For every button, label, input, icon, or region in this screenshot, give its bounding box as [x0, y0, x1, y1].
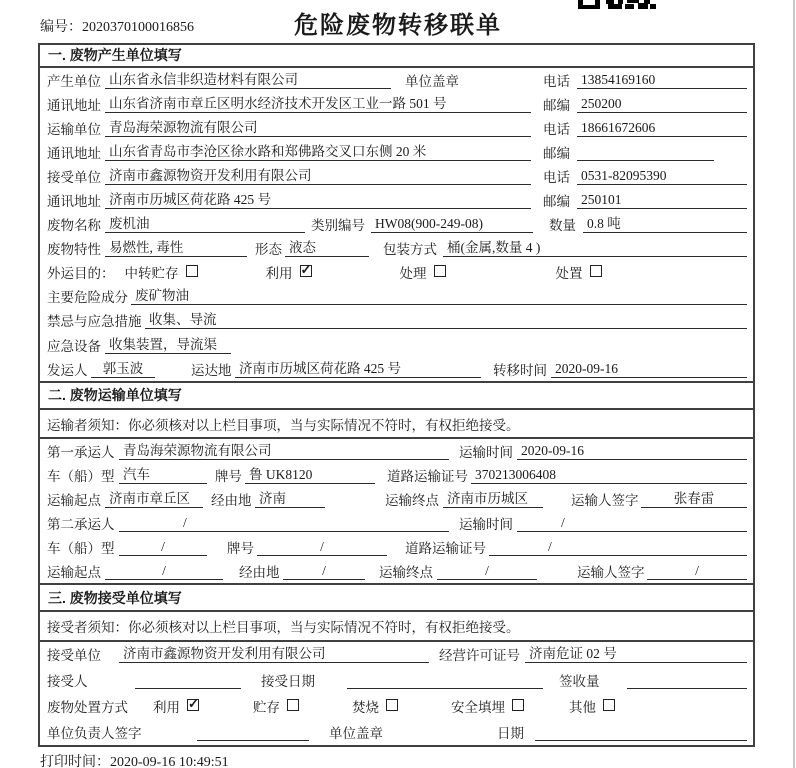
field-label: 签收量 [559, 674, 600, 690]
manifest-form-table [38, 43, 755, 747]
disposal-option-utilize [153, 696, 199, 716]
checkbox-checked-icon [300, 265, 312, 277]
received-quantity-value [627, 671, 747, 689]
route-end-value: 济南市历城区 [443, 490, 543, 508]
option-label: 安全填埋 [451, 700, 505, 716]
carrier-signature-value: 张春雷 [641, 490, 747, 508]
field-label: 经由地 [211, 493, 252, 509]
receiver-address-row [40, 188, 753, 212]
waste-name-row [40, 212, 753, 236]
transporter-zip-value [577, 143, 714, 161]
producer-unit-value: 山东省永信非织造材料有限公司 [105, 71, 391, 89]
consignor-name-value: 郭玉波 [91, 360, 155, 378]
vehicle-type2-value: / [119, 538, 207, 556]
field-label: 电话 [543, 73, 570, 89]
field-label: 邮编 [543, 145, 570, 161]
producer-address-value: 山东省济南市章丘区明水经济技术开发区工业一路 501 号 [105, 95, 531, 113]
field-label: 废物特性 [47, 242, 101, 258]
field-label: 牌号 [215, 469, 242, 485]
field-label: 道路运输证号 [405, 541, 486, 556]
field-label: 通讯地址 [47, 145, 101, 161]
field-label: 单位负责人签字 [47, 726, 142, 742]
print-time-value: 2020-09-16 10:49:51 [110, 755, 229, 768]
second-carrier-value: / [119, 514, 449, 532]
purpose-option-storage [125, 262, 198, 282]
section2-header: 二. 废物运输单位填写 [40, 381, 753, 410]
field-label: 车（船）型 [47, 541, 115, 556]
field-label: 形态 [255, 242, 282, 258]
option-label: 其他 [569, 700, 596, 716]
hazard-component-row [40, 284, 753, 308]
transport-date-value: 2020-09-16 [517, 442, 747, 460]
route-end2-value: / [437, 562, 537, 580]
route-row-1 [40, 487, 753, 511]
receiver-notice: 接受者须知：你必须核对以上栏目事项，当与实际情况不符时，有权拒绝接受。 [40, 612, 753, 641]
option-label: 中转贮存 [124, 266, 179, 282]
acceptor-name-value [135, 671, 241, 689]
destination-value: 济南市历城区荷花路 425 号 [235, 360, 481, 378]
accepting-unit-value: 济南市鑫源物资开发利用有限公司 [119, 645, 429, 663]
emergency-equipment-row [40, 333, 753, 357]
disposal-option-landfill [451, 696, 524, 716]
section1-header: 一. 废物产生单位填写 [40, 45, 753, 68]
vehicle-row-1 [40, 463, 753, 487]
field-label: 通讯地址 [47, 194, 101, 210]
field-label: 运输终点 [379, 564, 433, 580]
packaging-value: 桶(金属,数量 4 ) [443, 239, 747, 257]
first-carrier-row [40, 439, 753, 463]
checkbox-icon [603, 699, 615, 711]
field-label: 主要危险成分 [47, 290, 128, 306]
option-label: 利用 [265, 266, 293, 282]
unit-seal-label: 单位盖章 [329, 726, 383, 742]
field-label: 经营许可证号 [439, 648, 520, 664]
checkbox-icon [512, 699, 524, 711]
plate-number2-value: / [257, 538, 387, 556]
disposal-option-incinerate [352, 696, 398, 716]
serial-value: 2020370100016856 [82, 20, 194, 35]
hazard-component-value: 废矿物油 [131, 287, 747, 305]
contraindication-value: 收集、导流 [145, 311, 747, 329]
checkbox-icon [590, 265, 602, 277]
field-label: 运输起点 [47, 493, 101, 509]
qr-code-icon [578, 0, 656, 9]
receiver-zip-value: 250101 [577, 191, 747, 209]
checkbox-icon [434, 265, 446, 277]
option-label: 利用 [153, 700, 180, 716]
plate-number-value: 鲁 UK8120 [245, 466, 375, 484]
purpose-option-utilize [266, 262, 312, 282]
second-carrier-row [40, 511, 753, 535]
transfer-purpose-row [40, 260, 753, 284]
contraindication-row [40, 308, 753, 332]
accept-date-value [347, 671, 543, 689]
waste-property-row [40, 236, 753, 260]
waste-property-value: 易燃性, 毒性 [105, 239, 247, 257]
option-label: 焚烧 [352, 700, 379, 716]
serial-label: 编号： [40, 20, 82, 35]
field-label: 电话 [543, 121, 570, 137]
consignor-row [40, 357, 753, 381]
receiver-address-value: 济南市历城区荷花路 425 号 [105, 191, 531, 209]
waste-category-code-value: HW08(900-249-08) [371, 215, 533, 233]
field-label: 接受人 [47, 674, 88, 690]
field-label: 电话 [543, 169, 570, 185]
unit-seal-label: 单位盖章 [405, 73, 459, 89]
checkbox-icon [287, 699, 299, 711]
route-origin2-value: / [105, 562, 223, 580]
route-via-value: 济南 [255, 490, 325, 508]
field-label: 接受单位 [47, 648, 101, 664]
page-right-edge [793, 0, 795, 768]
carrier-signature2-value: / [647, 562, 747, 580]
option-label: 处置 [555, 266, 583, 282]
producer-phone-value: 13854169160 [577, 71, 747, 89]
checkbox-checked-icon [187, 699, 199, 711]
field-label: 通讯地址 [47, 97, 101, 113]
producer-unit-row [40, 68, 753, 92]
transporter-unit-row [40, 116, 753, 140]
route-origin-value: 济南市章丘区 [105, 490, 203, 508]
responsible-signature-value [197, 723, 309, 741]
field-label: 运输起点 [47, 564, 101, 580]
field-label: 第一承运人 [47, 445, 115, 461]
disposal-option-store [253, 696, 299, 716]
field-label: 运输时间 [459, 517, 513, 533]
field-label: 运输终点 [385, 493, 439, 509]
field-label: 道路运输证号 [387, 469, 468, 485]
acceptor-row [40, 667, 753, 693]
waste-quantity-value: 0.8 吨 [583, 215, 747, 233]
field-label: 发运人 [47, 362, 88, 378]
field-label: 第二承运人 [47, 517, 115, 533]
transport-date2-value: / [517, 514, 747, 532]
field-label: 车（船）型 [47, 469, 115, 485]
transfer-date-value: 2020-09-16 [551, 360, 747, 378]
field-label: 数量 [549, 218, 576, 234]
print-time-label: 打印时间： [40, 755, 110, 768]
producer-zip-value: 250200 [577, 95, 747, 113]
field-label: 转移时间 [493, 362, 547, 378]
disposal-option-other [569, 696, 615, 716]
road-permit-value: 370213006408 [471, 466, 747, 484]
disposal-method-row [40, 693, 753, 719]
first-carrier-value: 青岛海荣源物流有限公司 [119, 442, 449, 460]
field-label: 接受单位 [47, 169, 101, 185]
transporter-address-row [40, 140, 753, 164]
option-label: 处理 [399, 266, 427, 282]
field-label: 类别编号 [311, 218, 365, 234]
field-label: 包装方式 [383, 242, 437, 258]
waste-form-value: 液态 [285, 239, 369, 257]
waste-name-value: 废机油 [105, 215, 305, 233]
route-row-2 [40, 559, 753, 583]
field-label: 日期 [497, 726, 524, 742]
field-label: 接受日期 [261, 674, 315, 690]
field-label: 运输人签字 [571, 493, 639, 509]
field-label: 邮编 [543, 97, 570, 113]
field-label: 经由地 [239, 564, 280, 580]
field-label: 外运目的： [47, 266, 115, 282]
field-label: 运输人签字 [577, 564, 645, 580]
purpose-option-dispose [556, 262, 602, 282]
transporter-address-value: 山东省青岛市李沧区徐水路和郑佛路交叉口东侧 20 米 [105, 143, 531, 161]
receiver-unit-row [40, 164, 753, 188]
responsible-signature-row [40, 719, 753, 745]
receiver-unit-value: 济南市鑫源物资开发利用有限公司 [105, 167, 531, 185]
field-label: 邮编 [543, 194, 570, 210]
section3-header: 三. 废物接受单位填写 [40, 583, 753, 612]
field-label: 产生单位 [47, 73, 101, 89]
transporter-notice: 运输者须知：你必须核对以上栏目事项，当与实际情况不符时，有权拒绝接受。 [40, 410, 753, 439]
emergency-equipment-value: 收集装置，导流渠 [105, 336, 231, 354]
receiver-phone-value: 0531-82095390 [577, 167, 747, 185]
accepting-unit-row [40, 642, 753, 668]
field-label: 废物处置方式 [47, 700, 128, 716]
route-via2-value: / [283, 562, 365, 580]
vehicle-type-value: 汽车 [119, 466, 207, 484]
print-time [40, 751, 229, 768]
field-label: 应急设备 [47, 338, 101, 354]
field-label: 运输时间 [459, 445, 513, 461]
road-permit2-value: / [489, 538, 747, 556]
field-label: 运达地 [191, 362, 232, 378]
vehicle-row-2 [40, 535, 753, 559]
field-label: 牌号 [227, 541, 254, 556]
field-label: 废物名称 [47, 218, 101, 234]
producer-address-row [40, 92, 753, 116]
license-number-value: 济南危证 02 号 [525, 645, 747, 663]
field-label: 运输单位 [47, 121, 101, 137]
option-label: 贮存 [253, 700, 280, 716]
field-label: 禁忌与应急措施 [47, 314, 142, 330]
seal-date-value [535, 723, 747, 741]
transporter-phone-value: 18661672606 [577, 119, 747, 137]
checkbox-icon [386, 699, 398, 711]
page-title: 危险废物转移联单 [294, 12, 502, 39]
transporter-unit-value: 青岛海荣源物流有限公司 [105, 119, 531, 137]
checkbox-icon [186, 265, 198, 277]
purpose-option-treat [400, 262, 446, 282]
